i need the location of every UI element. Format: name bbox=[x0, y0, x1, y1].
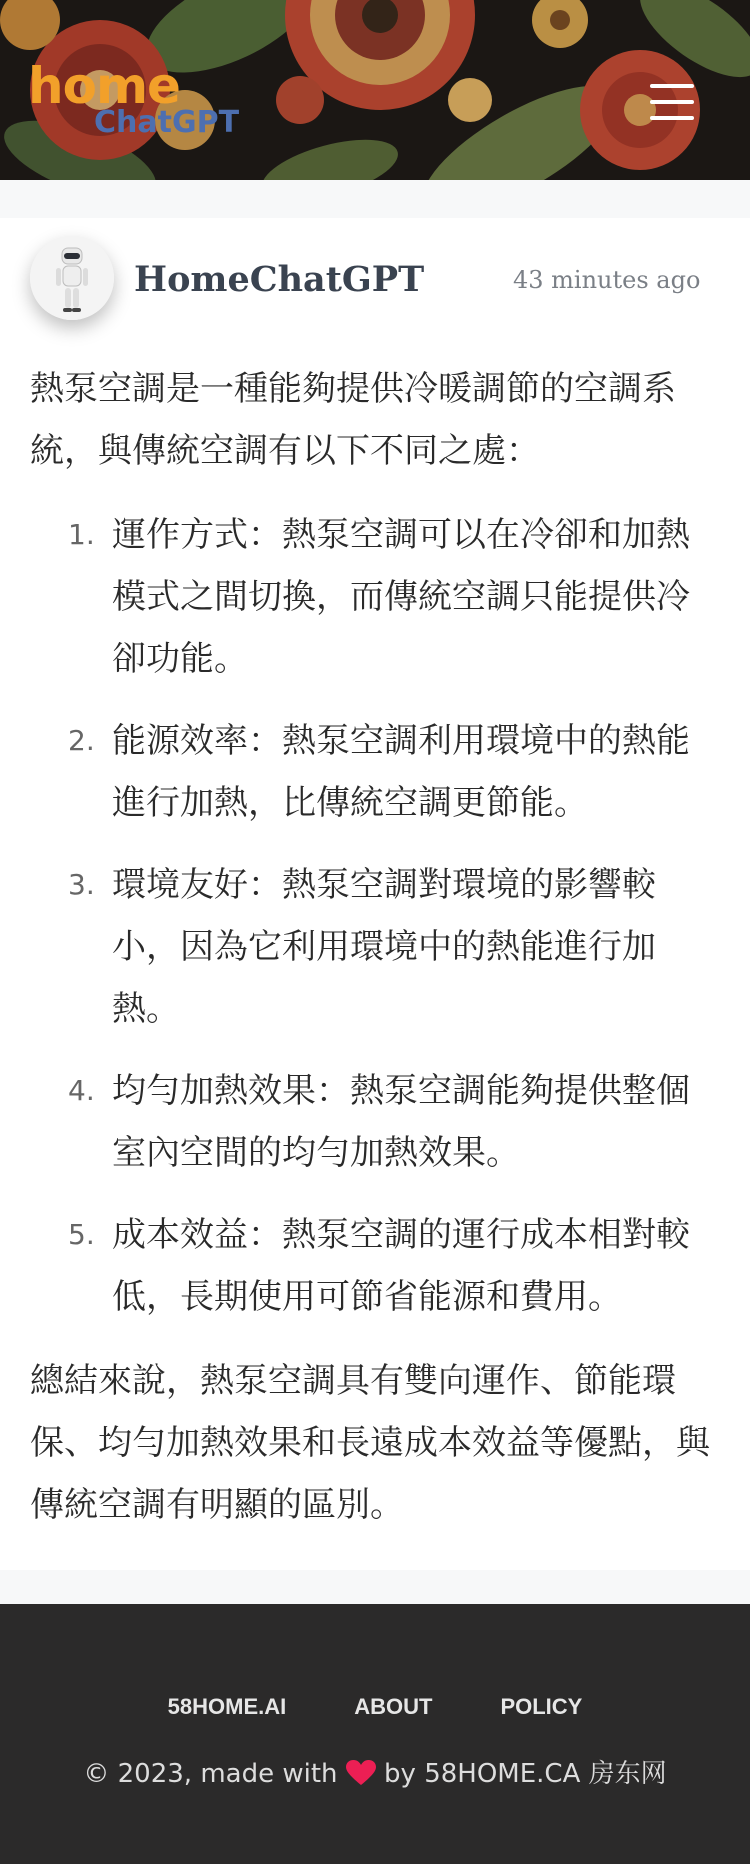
post-intro: 熱泵空調是一種能夠提供冷暖調節的空調系統，與傳統空調有以下不同之處： bbox=[30, 369, 676, 471]
menu-bar bbox=[650, 100, 694, 104]
copyright-text bbox=[0, 1754, 750, 1794]
copyright-prefix: © 2023, made with bbox=[83, 1759, 338, 1789]
feature-list bbox=[30, 504, 720, 1328]
logo-chatgpt-text: ChatGPT bbox=[94, 105, 240, 140]
list-item bbox=[30, 1060, 720, 1184]
site-header bbox=[0, 0, 750, 180]
heart-icon bbox=[346, 1754, 376, 1794]
menu-bar bbox=[650, 116, 694, 120]
list-number: 2. bbox=[68, 724, 95, 757]
hamburger-menu-icon[interactable] bbox=[640, 80, 704, 124]
footer-link-about[interactable]: ABOUT bbox=[354, 1694, 433, 1719]
list-item-text: 能源效率：熱泵空調利用環境中的熱能進行加熱，比傳統空調更節能。 bbox=[112, 721, 690, 823]
list-item-text: 成本效益：熱泵空調的運行成本相對較低，長期使用可節省能源和費用。 bbox=[112, 1215, 690, 1317]
list-number: 5. bbox=[68, 1218, 95, 1251]
post-summary: 總結來說，熱泵空調具有雙向運作、節能環保、均勻加熱效果和長遠成本效益等優點，與傳統空調有明顯的區別。 bbox=[30, 1361, 710, 1525]
site-logo[interactable] bbox=[24, 58, 254, 148]
footer-nav bbox=[0, 1692, 750, 1722]
list-item-text: 均勻加熱效果：熱泵空調能夠提供整個室內空間的均勻加熱效果。 bbox=[112, 1071, 690, 1173]
list-item-text: 運作方式：熱泵空調可以在冷卻和加熱模式之間切換，而傳統空調只能提供冷卻功能。 bbox=[112, 515, 690, 679]
list-item bbox=[30, 1204, 720, 1328]
post-timestamp: 43 minutes ago bbox=[513, 266, 701, 294]
copyright-suffix[interactable]: by 58HOME.CA 房东网 bbox=[384, 1759, 667, 1789]
site-footer bbox=[0, 1604, 750, 1864]
list-number: 4. bbox=[68, 1074, 95, 1107]
list-number: 1. bbox=[68, 518, 95, 551]
post-card bbox=[0, 218, 750, 1570]
robot-avatar-icon bbox=[30, 236, 114, 320]
logo-home-text: home bbox=[28, 57, 180, 115]
list-item bbox=[30, 854, 720, 1040]
post-author[interactable]: HomeChatGPT bbox=[134, 259, 425, 300]
menu-bar bbox=[650, 84, 694, 88]
list-item-text: 環境友好：熱泵空調對環境的影響較小，因為它利用環境中的熱能進行加熱。 bbox=[112, 865, 656, 1029]
post-content bbox=[30, 358, 720, 1536]
list-number: 3. bbox=[68, 868, 95, 901]
list-item bbox=[30, 710, 720, 834]
list-item bbox=[30, 504, 720, 690]
footer-link-58home-ai[interactable]: 58HOME.AI bbox=[167, 1694, 287, 1719]
footer-link-policy[interactable]: POLICY bbox=[500, 1694, 583, 1719]
